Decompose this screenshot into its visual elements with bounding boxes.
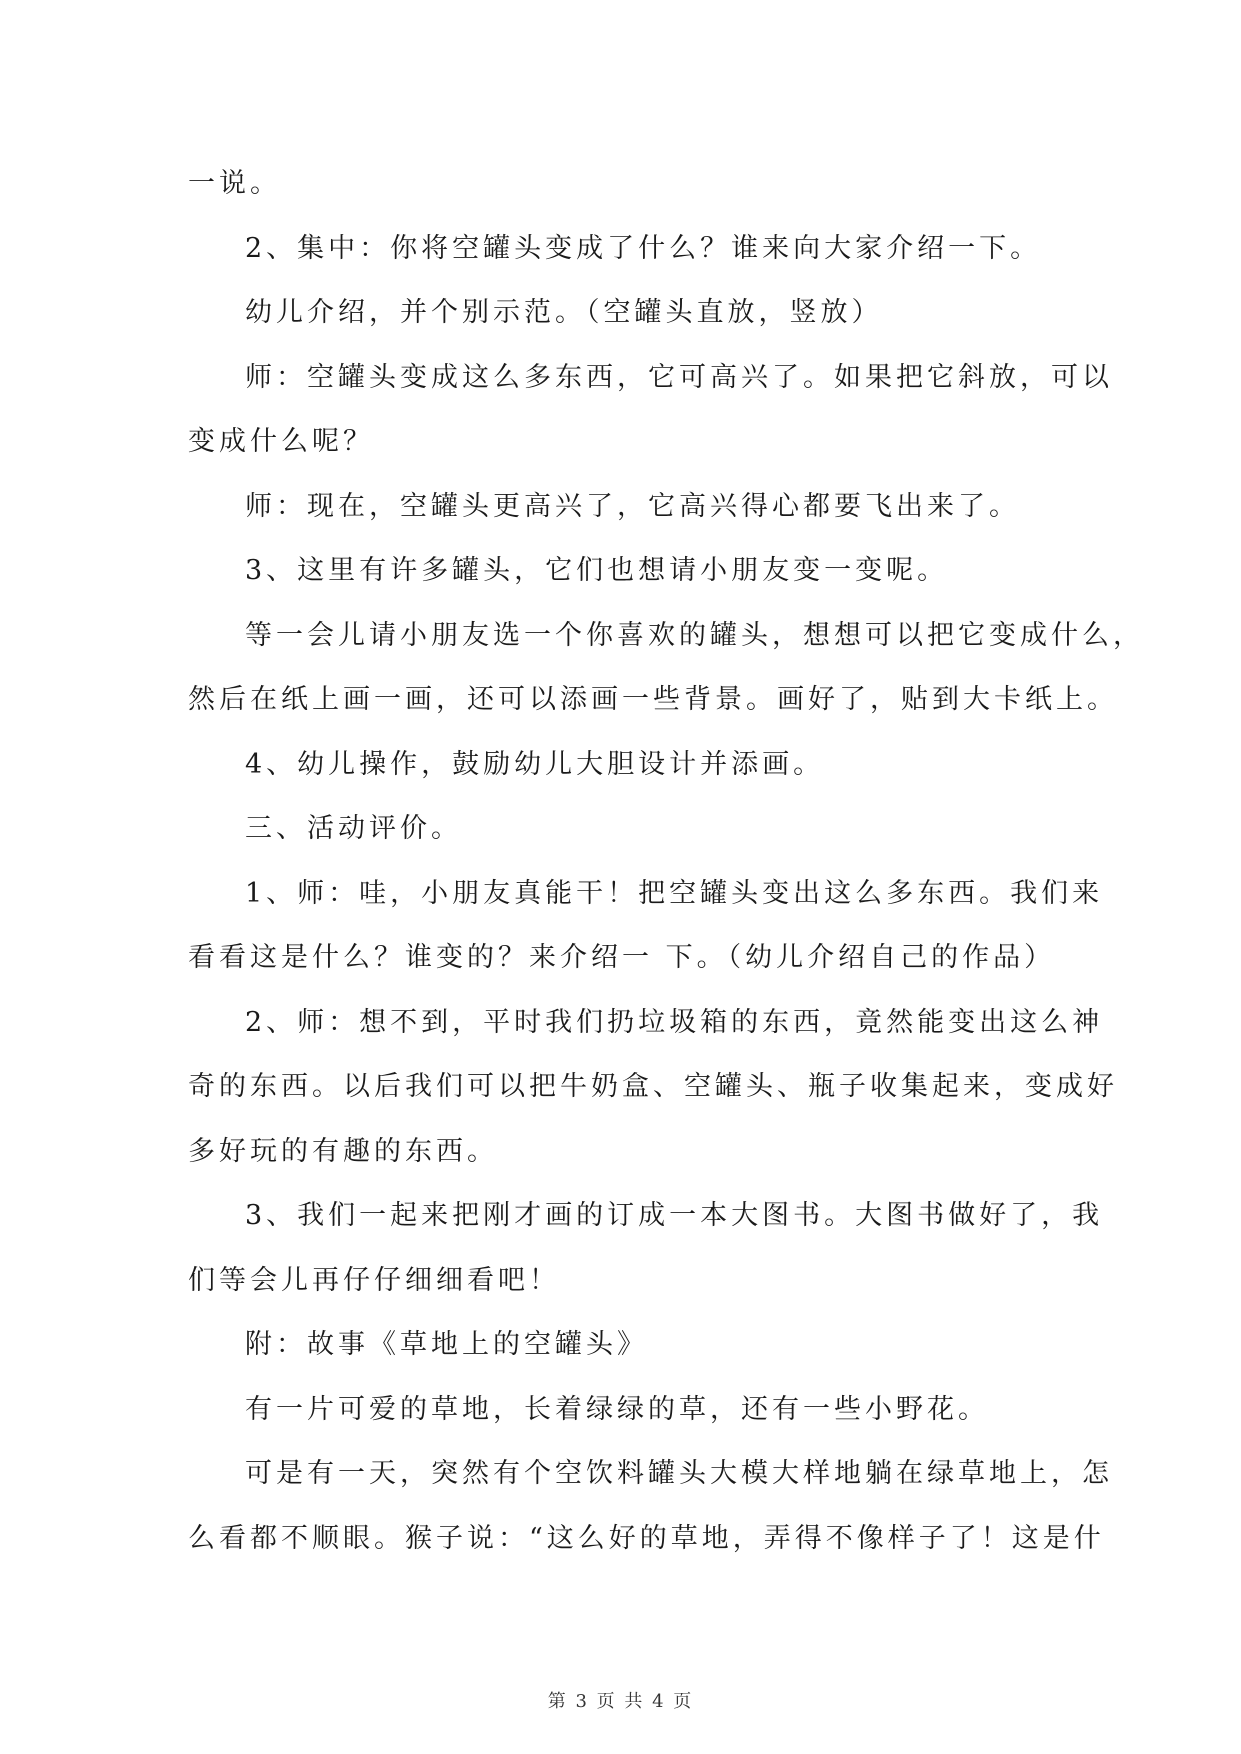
- text-line: 可是有一天，突然有个空饮料罐头大模大样地躺在绿草地上，怎: [245, 1458, 1113, 1489]
- text-line: 们等会儿再仔仔细细看吧！: [188, 1265, 560, 1296]
- text-line: 一说。: [188, 168, 281, 199]
- text-line: 等一会儿请小朋友选一个你喜欢的罐头，想想可以把它变成什么，: [245, 620, 1144, 651]
- text-line: 师：现在，空罐头更高兴了，它高兴得心都要飞出来了。: [245, 491, 1020, 522]
- text-line: 么看都不顺眼。猴子说：“这么好的草地，弄得不像样子了！这是什: [188, 1523, 1105, 1554]
- page-footer: 第 3 页 共 4 页: [547, 1691, 694, 1712]
- text-line: 多好玩的有趣的东西。: [188, 1136, 498, 1167]
- text-line: 然后在纸上画一画，还可以添画一些背景。画好了，贴到大卡纸上。: [188, 684, 1118, 715]
- text-line: 3、我们一起来把刚才画的订成一本大图书。大图书做好了，我: [245, 1200, 1104, 1231]
- text-line: 师：空罐头变成这么多东西，它可高兴了。如果把它斜放，可以: [245, 362, 1113, 393]
- text-line: 有一片可爱的草地，长着绿绿的草，还有一些小野花。: [245, 1394, 989, 1425]
- text-line: 奇的东西。以后我们可以把牛奶盒、空罐头、瓶子收集起来，变成好: [188, 1071, 1118, 1102]
- text-line: 1、师：哇，小朋友真能干！把空罐头变出这么多东西。我们来: [245, 878, 1104, 909]
- text-line: 2、师：想不到，平时我们扔垃圾箱的东西，竟然能变出这么神: [245, 1007, 1104, 1038]
- text-line: 看看这是什么？谁变的？来介绍一 下。（幼儿介绍自己的作品）: [188, 942, 1056, 973]
- text-line: 4、幼儿操作，鼓励幼儿大胆设计并添画。: [245, 749, 825, 780]
- appendix-heading: 附：故事《草地上的空罐头》: [245, 1329, 648, 1360]
- text-line: 幼儿介绍，并个别示范。（空罐头直放，竖放）: [245, 297, 883, 328]
- section-heading: 三、活动评价。: [245, 813, 462, 844]
- text-line: 3、这里有许多罐头，它们也想请小朋友变一变呢。: [245, 555, 949, 586]
- text-line: 变成什么呢？: [188, 426, 374, 457]
- text-line: 2、集中：你将空罐头变成了什么？谁来向大家介绍一下。: [245, 233, 1042, 264]
